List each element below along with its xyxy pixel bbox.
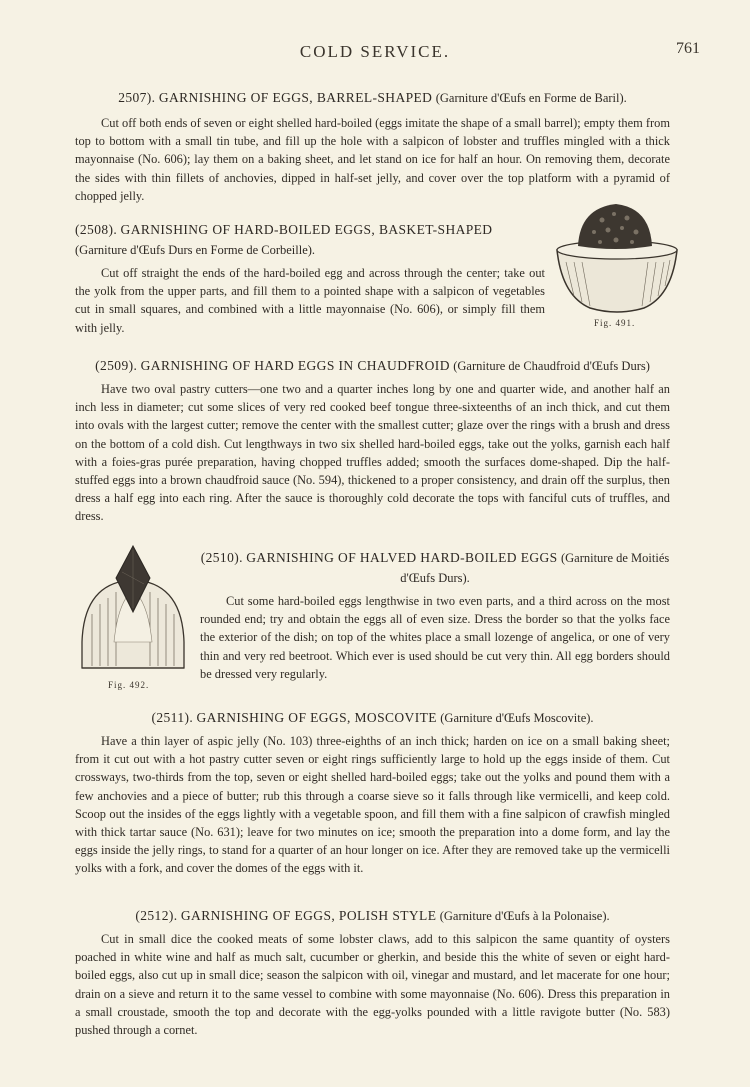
recipe-title — [75, 708, 670, 728]
figure-caption-492: Fig. 492. — [108, 680, 150, 690]
recipe-french-title: (Garniture d'Œufs Moscovite). — [440, 711, 594, 725]
recipe-2510 — [200, 548, 670, 683]
recipe-french-title: (Garniture d'Œufs à la Polonaise). — [439, 909, 610, 923]
halved-egg-illustration — [78, 542, 188, 674]
recipe-text: Have a thin layer of aspic jelly (No. 103) three-eighths of an inch thick; harden on ice on a small baking sheet; from it cut out with a hot pastry cutter seven or eight rings sufficiently large to hold up the eggs inside of them. Cut crossways, two-thirds from the top, seven or eight shelled hard-boiled eggs; take out the yolks and pound them with a few anchovies and a piece of butter; rub this through a coarse sieve so it falls through like vermicelli, and keep cold. Scoop out the insides of the eggs lightly with a vegetable spoon, and fill them with a fine salpicon of crawfish mingled with thick tartar sauce (No. 631); leave for two minutes on ice; smooth the preparation into a dome form, and lay the eggs inside the jelly rings, to stand for a quarter of an hour longer on ice. After they are removed take up the vermicelli yolks with a fork, and cover the domes of the eggs with it. — [75, 734, 670, 876]
recipe-2512 — [75, 906, 670, 1039]
recipe-french-title: (Garniture de Moitiés d'Œufs Durs). — [400, 551, 670, 585]
recipe-title — [75, 356, 670, 376]
recipe-number: (2510). — [200, 550, 243, 565]
recipe-text: Cut off straight the ends of the hard-boiled egg and across through the center; take out the yolk from the upper parts, and fill them to a pointed shape with a salpicon of vegetables cut in small squares, and combined with a little mayonnaise (No. 606), or simply fill them with jelly. — [75, 266, 545, 335]
running-head — [0, 40, 750, 70]
recipe-heading: GARNISHING OF EGGS, BARREL-SHAPED — [158, 90, 433, 105]
recipe-number: (2511). — [151, 710, 194, 725]
recipe-french-title: (Garniture d'Œufs Durs en Forme de Corbeille). — [75, 243, 316, 257]
recipe-heading: GARNISHING OF HALVED HARD-BOILED EGGS — [246, 550, 558, 565]
figure-caption-491: Fig. 491. — [594, 318, 636, 328]
recipe-title — [75, 906, 670, 926]
basket-egg-illustration — [552, 198, 682, 316]
recipe-heading: GARNISHING OF HARD-BOILED EGGS, BASKET-SHAPED — [120, 222, 493, 237]
recipe-title — [200, 548, 670, 588]
recipe-text: Cut off both ends of seven or eight shelled hard-boiled (eggs imitate the shape of a small barrel); empty them from top to bottom with a small tin tube, and fill up the hole with a salpicon of lobster and truffles mingled with a thick mayonnaise (No. 606); lay them on a baking sheet, and let stand on ice for half an hour. On removing them, decorate the sides with thin fillets of anchovies, dipped in half-set jelly, and cover over the top platform with a pyramid of chopped jelly. — [75, 116, 670, 203]
recipe-2508 — [75, 220, 545, 337]
recipe-heading: GARNISHING OF EGGS, MOSCOVITE — [196, 710, 437, 725]
recipe-number: (2509). — [95, 358, 138, 373]
page-number: 761 — [676, 40, 700, 57]
recipe-number: 2507). — [118, 90, 156, 105]
recipe-french-title: (Garniture d'Œufs en Forme de Baril). — [435, 91, 627, 105]
recipe-number: (2508). — [75, 222, 118, 237]
recipe-text: Have two oval pastry cutters—one two and a quarter inches long by one and quarter wide, and another half an inch less in diameter; cut some slices of very red cooked beef tongue three-sixteenths of an inch thick, and cut them into ovals with the largest cutter; remove the center with the smallest cutter; glaze over the rings with a brush and dress on the bottom of a cold dish. Cut lengthways in two six shelled hard-boiled eggs, take out the yolks, garnish each half with a foies-gras purée preparation, having chopped truffles added; smooth the surfaces dome-shaped. Dip the half-stuffed eggs into a brown chaudfroid sauce (No. 594), thickened to a proper consistency, and drain off the surplus, then dress a half egg into each ring. After the sauce is thoroughly cold decorate the tops with fanciful cuts of truffles, and dress. — [75, 382, 670, 524]
recipe-text: Cut some hard-boiled eggs lengthwise in two even parts, and a third across on the most rounded end; try and obtain the eggs all of even size. Dress the border so that the yolks face the exterior of the dish; on top of the whites place a small lozenge of angelica, or one of very thin and very red beetroot. Which ever is used should be cut very thin. All egg borders should be dressed very regularly. — [200, 594, 670, 681]
recipe-2511 — [75, 708, 670, 878]
recipe-text: Cut in small dice the cooked meats of some lobster claws, add to this salpicon the same quantity of oysters poached in white wine and half as much salt, cucumber or gherkin, and beside this the white of seven or eight hard-boiled eggs, also cut up in small dice; season the salpicon with oil, vinegar and mustard, and let macerate for one hour; drain on a sieve and return it to the same vessel to combine with some mayonnaise (No. 606). Dress this preparation in a small croustade, smooth the top and decorate with the egg-yolks pounded with a little ravigote butter (No. 583) pushed through a cornet. — [75, 932, 670, 1038]
recipe-number: (2512). — [135, 908, 178, 923]
recipe-title — [75, 88, 670, 108]
recipe-heading: GARNISHING OF EGGS, POLISH STYLE — [180, 908, 437, 923]
recipe-2509 — [75, 356, 670, 526]
recipe-2507 — [75, 88, 670, 205]
recipe-title — [75, 220, 545, 260]
recipe-heading: GARNISHING OF HARD EGGS IN CHAUDFROID — [140, 358, 450, 373]
running-title: COLD SERVICE. — [299, 42, 451, 61]
recipe-french-title: (Garniture de Chaudfroid d'Œufs Durs) — [453, 359, 650, 373]
